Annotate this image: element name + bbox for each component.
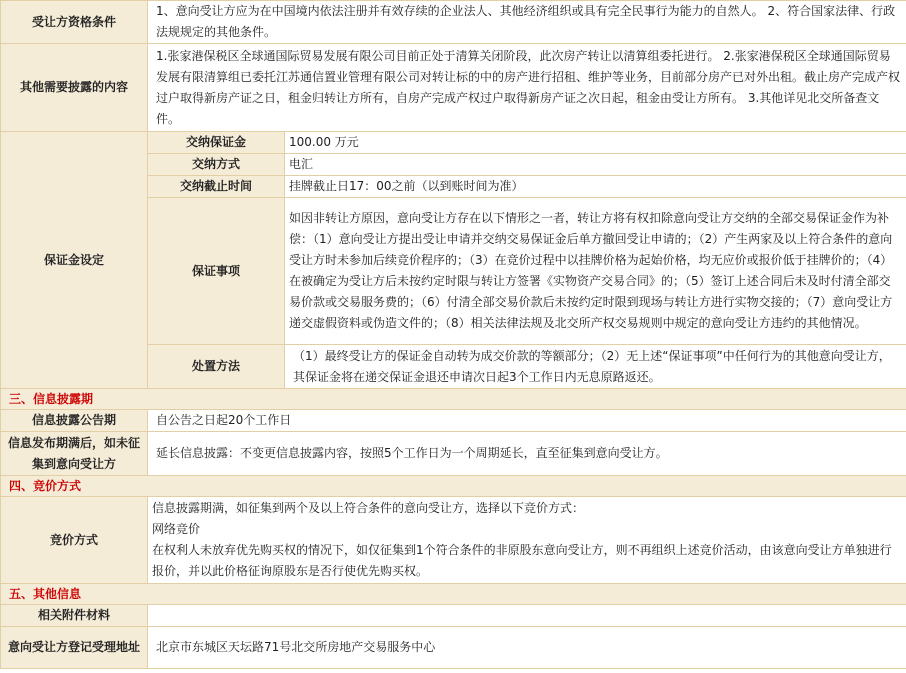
- deposit-section-label: 保证金设定: [1, 132, 148, 389]
- bidding-line-2: 网络竞价: [152, 522, 201, 536]
- bidding-method-value: [148, 497, 906, 584]
- registration-address-label: 意向受让方登记受理地址: [1, 627, 148, 669]
- disclosure-expiry-value: 延长信息披露：不变更信息披露内容，按照5个工作日为一个周期延长，直至征集到意向受让方。: [148, 432, 906, 476]
- deposit-method-value: 电汇: [285, 154, 906, 176]
- disclosure-expiry-label: 信息发布期满后，如未征集到意向受让方: [1, 432, 148, 476]
- other-disclosure-value: 1.张家港保税区全球通国际贸易发展有限公司目前正处于清算关闭阶段，此次房产转让以清算组委托进行。 2.张家港保税区全球通国际贸易发展有限清算组已委托江苏通信置业管理有限公司对转让标的中的房产进行招租、维护等业务，目前部分房产已对外出租。截止房产完成产权过户取得新房产证之日，租金归转让方所有，自房产完成产权过户取得新房产证之次日起，租金由受让方所有。 3.其他详见北交所备查文件。: [148, 44, 906, 132]
- section-header-disclosure-period: [1, 389, 906, 410]
- deposit-amount-value: 100.00 万元: [285, 132, 906, 154]
- registration-address-value: 北京市东城区天坛路71号北交所房地产交易服务中心: [148, 627, 906, 669]
- deposit-handling-label: 处置方法: [148, 345, 285, 389]
- other-disclosure-label: 其他需要披露的内容: [1, 44, 148, 132]
- deposit-handling-value: （1）最终受让方的保证金自动转为成交价款的等额部分；（2）无上述“保证事项”中任何行为的其他意向受让方，其保证金将在递交保证金退还申请次日起3个工作日内无息原路返还。: [285, 345, 906, 389]
- row-disclosure-expiry: [1, 432, 906, 476]
- section-title-bidding: 四、竞价方式: [1, 476, 906, 497]
- row-other-disclosure: [1, 44, 906, 132]
- row-attachments: [1, 605, 906, 627]
- row-deposit-amount: [1, 132, 906, 154]
- bidding-line-1: 信息披露期满，如征集到两个及以上符合条件的意向受让方，选择以下竞价方式：: [152, 501, 585, 515]
- row-bidding-method: [1, 497, 906, 584]
- transferee-qualification-value: 1、意向受让方应为在中国境内依法注册并有效存续的企业法人、其他经济组织或具有完全民事行为能力的自然人。 2、符合国家法律、行政法规规定的其他条件。: [148, 1, 906, 44]
- section-header-bidding: [1, 476, 906, 497]
- row-disclosure-period: [1, 410, 906, 432]
- deposit-deadline-value: 挂牌截止日17：00之前（以到账时间为准）: [285, 176, 906, 198]
- deposit-amount-label: 交纳保证金: [148, 132, 285, 154]
- section-title-disclosure-period: 三、信息披露期: [1, 389, 906, 410]
- attachments-value: [148, 605, 906, 627]
- attachments-label: 相关附件材料: [1, 605, 148, 627]
- transferee-qualification-label: 受让方资格条件: [1, 1, 148, 44]
- deposit-matters-label: 保证事项: [148, 198, 285, 345]
- row-registration-address: [1, 627, 906, 669]
- bidding-line-3: 在权利人未放弃优先购买权的情况下，如仅征集到1个符合条件的非原股东意向受让方，则不再组织上述竞价活动，由该意向受让方单独进行报价，并以此价格征询原股东是否行使优先购买权。: [152, 543, 892, 578]
- section-header-other-info: [1, 584, 906, 605]
- bidding-method-label: 竞价方式: [1, 497, 148, 584]
- deposit-method-label: 交纳方式: [148, 154, 285, 176]
- deposit-deadline-label: 交纳截止时间: [148, 176, 285, 198]
- deposit-matters-value: 如因非转让方原因，意向受让方存在以下情形之一者，转让方将有权扣除意向受让方交纳的全部交易保证金作为补偿：（1）意向受让方提出受让申请并交纳交易保证金后单方撤回受让申请的；（2）产生两家及以上符合条件的意向受让方时未参加后续竞价程序的；（3）在竞价过程中以挂牌价格为起始价格，均无应价或报价低于挂牌价的；（4）在被确定为受让方后未按约定时限与转让方签署《实物资产交易合同》的；（5）签订上述合同后未及时付清全部交易价款或交易服务费的；（6）付清全部交易价款后未按约定时限到现场与转让方进行实物交接的；（7）意向受让方递交虚假资料或伪造文件的；（8）相关法律法规及北交所产权交易规则中规定的意向受让方违约的其他情况。: [285, 198, 906, 345]
- disclosure-period-label: 信息披露公告期: [1, 410, 148, 432]
- section-title-other-info: 五、其他信息: [1, 584, 906, 605]
- row-transferee-qualification: [1, 1, 906, 44]
- disclosure-period-value: 自公告之日起20个工作日: [148, 410, 906, 432]
